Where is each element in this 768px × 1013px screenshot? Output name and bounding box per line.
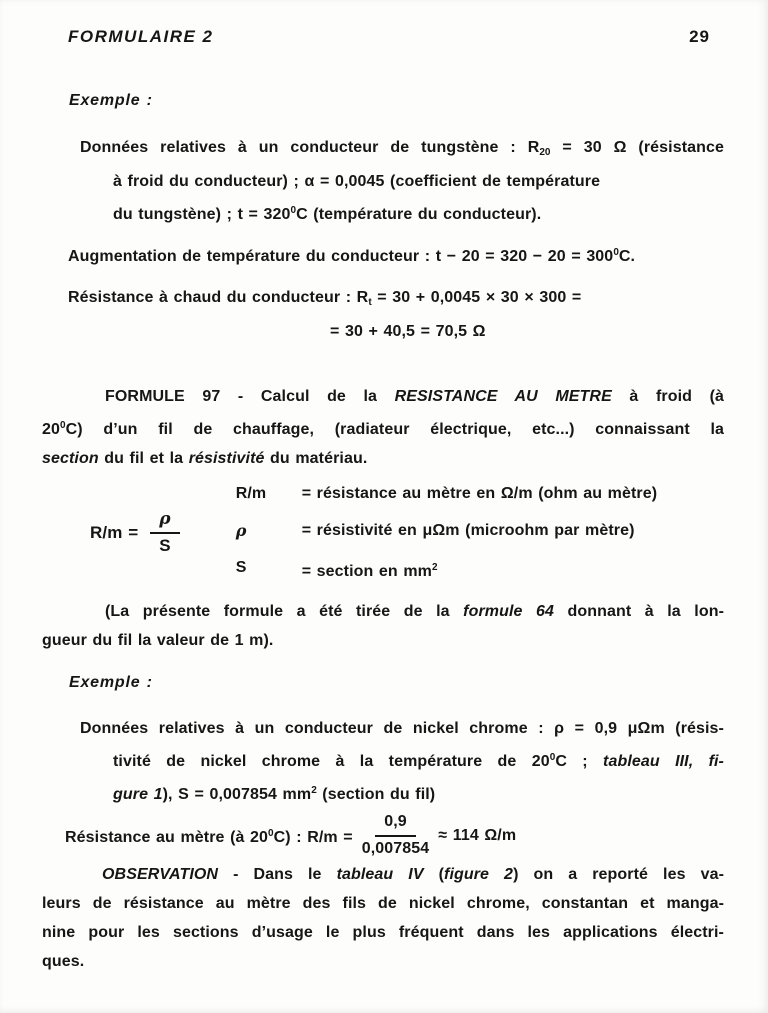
formula-resistance-au-metre: [42, 479, 724, 586]
calculation-result: ≈ 114 Ω/m: [438, 827, 517, 845]
formula-denominator: S: [159, 535, 171, 555]
paragraph-observation: OBSERVATION - Dans le tableau IV (figure 2) on a reporté les va- leurs de résistance au mètre des fils de nickel chrome, constantan et manga- nine pour les sections d’usage le plus fréquent dans les applications électri- ques.: [42, 865, 724, 970]
calculation-denominator: 0,007854: [361, 839, 430, 857]
paragraph-donnees-tungstene: Données relatives à un conducteur de tungstène : R20 = 30 Ω (résistance à froid du conducteur) ; α = 0,0045 (coefficient de température du tungstène) ; $t = 320^0C$ (température du conducteur).: [80, 139, 724, 223]
definition-text: = résistance au mètre en Ω/m (ohm au mètre): [301, 485, 658, 502]
definition-text: = résistivité en μΩm (microohm par mètre): [301, 522, 635, 539]
page-number: 29: [689, 27, 710, 46]
paragraph-formule-97: FORMULE 97 - Calcul de la RESISTANCE AU METRE à froid (à $20^0C$) d’un fil de chauffage, (radiateur électrique, etc...) connaissant la section du fil et la résistivité du matériau.: [42, 388, 724, 467]
page-header: [0, 0, 768, 47]
formula-fraction: [150, 510, 179, 555]
formula-numerator: ρ: [150, 510, 179, 534]
definition-text: = section en $mm^2$: [301, 562, 438, 580]
exemple-heading-1: Exemple :: [69, 92, 153, 109]
paragraph-note-formule-64: (La présente formule a été tirée de la formule 64 donnant à la lon- gueur du fil la valeur de 1 m).: [42, 603, 724, 649]
definition-row: [236, 553, 657, 586]
definition-term: R/m: [235, 485, 267, 502]
formula-lhs: [90, 510, 180, 555]
definition-row: [236, 516, 657, 545]
paragraph-donnees-nickel-chrome: Données relatives à un conducteur de nickel chrome : ρ = 0,9 μΩm (résis- tivité de nickel chrome à la température de $20^0C$ ; tableau III, fi- gure 1), S = 0,007854 $mm^2$ (section du fil): [80, 720, 724, 803]
definition-row: [236, 479, 657, 508]
definition-term: ρ: [235, 521, 247, 540]
calculation-prefix: Résistance au mètre (à $20^0C$) : R/m =: [65, 828, 353, 847]
exemple-heading-2: Exemple :: [69, 674, 153, 691]
paragraph-augmentation-temperature: Augmentation de température du conducteur : $t - 20 = 320 - 20 = 300^0C$.: [68, 247, 636, 265]
calculation-fraction: [362, 812, 430, 860]
calculation-numerator: 0,9: [375, 812, 416, 837]
page-body: [0, 86, 768, 976]
page-title: FORMULAIRE 2: [68, 27, 214, 46]
paragraph-resistance-a-chaud: Résistance à chaud du conducteur : Rt = 30 + 0,0045 × 30 × 300 = = 30 + 40,5 = 70,5 Ω: [68, 289, 582, 340]
formula-definitions: [236, 479, 657, 586]
calculation-resistance-au-metre: [65, 812, 724, 860]
definition-term: S: [235, 559, 247, 576]
formula-lhs-label: R/m =: [90, 523, 139, 542]
